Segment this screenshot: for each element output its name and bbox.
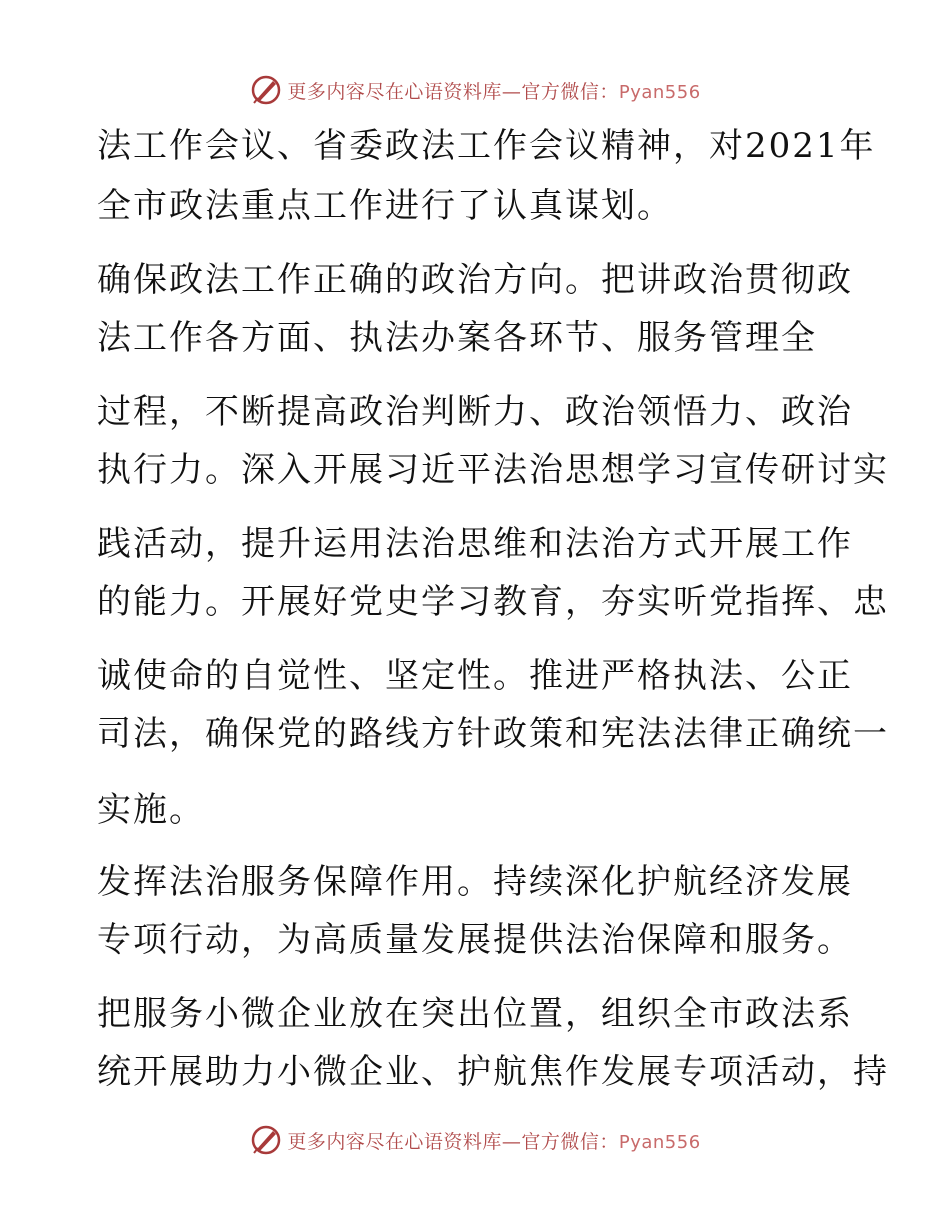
quill-pen-icon [249, 1123, 283, 1157]
watermark-text: 更多内容尽在心语资料库—官方微信：Pyan556 [287, 1130, 701, 1153]
body-line: 把服务小微企业放在突出位置，组织全市政法系 [97, 994, 853, 1034]
body-line: 诚使命的自觉性、坚定性。推进严格执法、公正 [97, 656, 853, 696]
body-line: 执行力。深入开展习近平法治思想学习宣传研讨实 [97, 450, 889, 490]
footer-watermark [0, 1120, 950, 1160]
body-line: 法工作会议、省委政法工作会议精神，对2021年 [97, 126, 876, 166]
watermark-text: 更多内容尽在心语资料库—官方微信：Pyan556 [287, 80, 701, 103]
body-line: 的能力。开展好党史学习教育，夯实听党指挥、忠 [97, 582, 889, 622]
body-line: 全市政法重点工作进行了认真谋划。 [97, 186, 673, 226]
body-line: 确保政法工作正确的政治方向。把讲政治贯彻政 [97, 260, 853, 300]
body-line: 专项行动，为高质量发展提供法治保障和服务。 [97, 920, 853, 960]
body-line: 统开展助力小微企业、护航焦作发展专项活动，持 [97, 1052, 889, 1092]
body-line: 司法，确保党的路线方针政策和宪法法律正确统一 [97, 714, 889, 754]
body-line: 实施。 [97, 790, 205, 830]
body-line: 践活动，提升运用法治思维和法治方式开展工作 [97, 524, 853, 564]
body-line: 发挥法治服务保障作用。持续深化护航经济发展 [97, 862, 853, 902]
body-line: 过程，不断提高政治判断力、政治领悟力、政治 [97, 392, 853, 432]
body-line: 法工作各方面、执法办案各环节、服务管理全 [97, 318, 817, 358]
